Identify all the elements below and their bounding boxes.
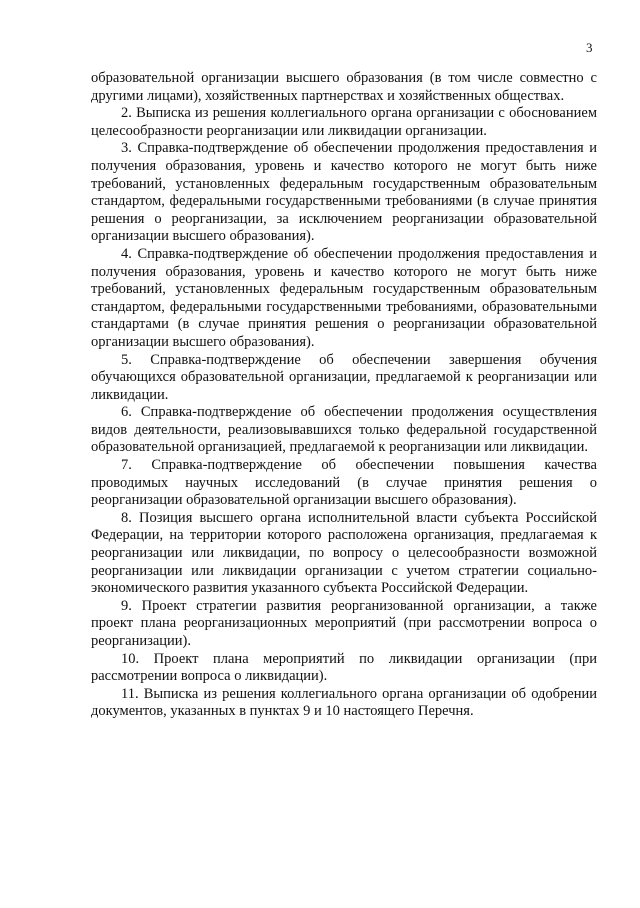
- paragraph-continuation: образовательной организации высшего образования (в том числе совместно с другими лицами), хозяйственных партнерствах и хозяйственных обществах.: [91, 70, 597, 104]
- paragraph-item-8: 8. Позиция высшего органа исполнительной власти субъекта Российской Федерации, на территории которого расположена организация, предлагаемая к реорганизации или ликвидации, по вопросу о целесообразности возможной реорганизации или ликвидации организации с учетом стратегии социально-экономического развития указанного субъекта Российской Федерации.: [91, 509, 597, 597]
- paragraph-item-2: 2. Выписка из решения коллегиального органа организации с обоснованием целесообразности реорганизации или ликвидации организации.: [91, 105, 597, 139]
- paragraph-item-4: 4. Справка-подтверждение об обеспечении продолжения предоставления и получения образования, уровень и качество которого не могут быть ниже требований, установленных федеральным государственным образовательным стандартом, федеральными государственными требованиями, образовательными стандартами (в случае принятия решения о реорганизации образовательной организации высшего образования).: [91, 245, 597, 350]
- paragraph-item-3: 3. Справка-подтверждение об обеспечении продолжения предоставления и получения образования, уровень и качество которого не могут быть ниже требований, установленных федеральным государственным образовательным стандартом, федеральными государственными требованиями (в случае принятия решения о реорганизации, за исключением реорганизации образовательной организации высшего образования).: [91, 140, 597, 245]
- paragraph-item-7: 7. Справка-подтверждение об обеспечении повышения качества проводимых научных исследований (в случае принятия решения о реорганизации образовательной организации высшего образования).: [91, 457, 597, 509]
- paragraph-item-5: 5. Справка-подтверждение об обеспечении завершения обучения обучающихся образовательной организации, предлагаемой к реорганизации или ликвидации.: [91, 351, 597, 403]
- document-body: [91, 70, 597, 721]
- paragraph-item-11: 11. Выписка из решения коллегиального органа организации об одобрении документов, указанных в пунктах 9 и 10 настоящего Перечня.: [91, 685, 597, 720]
- page-number: 3: [586, 40, 593, 55]
- paragraph-item-9: 9. Проект стратегии развития реорганизованной организации, а также проект плана реорганизационных мероприятий (при рассмотрении вопроса о реорганизации).: [91, 597, 597, 649]
- paragraph-item-6: 6. Справка-подтверждение об обеспечении продолжения осуществления видов деятельности, реализовывавшихся только федеральной государственной образовательной организацией, предлагаемой к реорганизации или ликвидации.: [91, 404, 597, 456]
- paragraph-item-10: 10. Проект плана мероприятий по ликвидации организации (при рассмотрении вопроса о ликвидации).: [91, 650, 597, 685]
